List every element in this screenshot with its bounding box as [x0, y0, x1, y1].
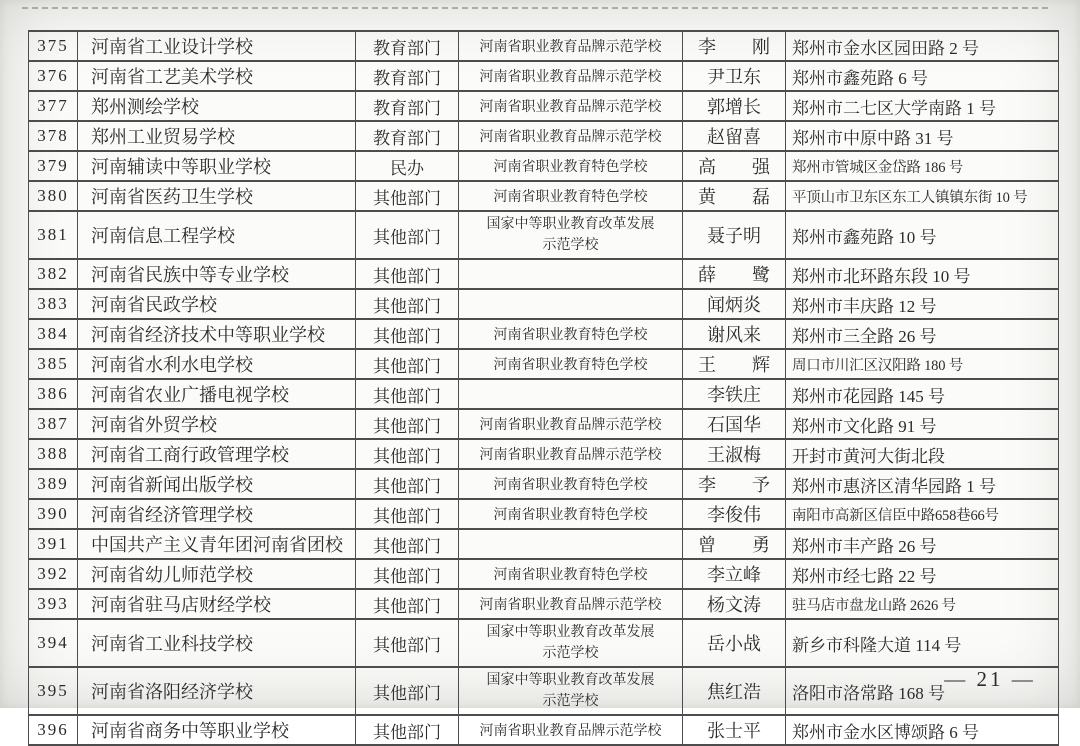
address-cell: [786, 61, 1059, 91]
address-cell: [786, 715, 1059, 745]
designation-cell-text: 河南省职业教育特色学校: [493, 508, 648, 523]
row-number-cell-text: 384: [37, 324, 69, 343]
address-cell: [786, 469, 1059, 499]
table-row: [29, 469, 1059, 499]
address-cell-text: 郑州市中原中路 31 号: [792, 128, 954, 148]
row-number-cell: [29, 61, 78, 91]
department-type-cell-text: 其他部门: [373, 722, 441, 742]
designation-cell: [459, 589, 683, 619]
designation-cell: [459, 469, 683, 499]
principal-name-cell-text: 薛 鹭: [698, 265, 770, 285]
department-type-cell: [356, 319, 459, 349]
address-cell: [786, 559, 1059, 589]
school-name-cell: [78, 439, 356, 469]
department-type-cell: [356, 499, 459, 529]
address-cell-text: 郑州市丰庆路 12 号: [792, 296, 937, 316]
principal-name-cell-text: 李 刚: [698, 37, 770, 57]
department-type-cell-text: 教育部门: [373, 128, 441, 148]
designation-cell: [459, 499, 683, 529]
principal-name-cell-text: 闻炳炎: [707, 295, 761, 315]
row-number-cell-text: 376: [37, 66, 69, 85]
principal-name-cell: [683, 151, 786, 181]
principal-name-cell-text: 岳小战: [707, 634, 761, 654]
department-type-cell: [356, 715, 459, 745]
table-row: [29, 559, 1059, 589]
school-name-cell-text: 河南省经济技术中等职业学校: [91, 325, 325, 345]
department-type-cell-text: 其他部门: [373, 446, 441, 466]
table-row: [29, 349, 1059, 379]
department-type-cell-text: 其他部门: [373, 683, 441, 703]
designation-cell: [459, 619, 683, 667]
school-name-cell: [78, 529, 356, 559]
row-number-cell-text: 395: [37, 681, 69, 700]
department-type-cell: [356, 31, 459, 61]
row-number-cell-text: 381: [37, 225, 69, 244]
principal-name-cell-text: 聂子明: [707, 226, 761, 246]
table-row: [29, 151, 1059, 181]
table-row: [29, 379, 1059, 409]
row-number-cell-text: 383: [37, 294, 69, 313]
principal-name-cell: [683, 289, 786, 319]
address-cell: [786, 121, 1059, 151]
address-cell: [786, 349, 1059, 379]
designation-cell-text: 河南省职业教育品牌示范学校: [479, 70, 662, 85]
designation-cell: [459, 379, 683, 409]
address-cell: [786, 289, 1059, 319]
department-type-cell-text: 教育部门: [373, 38, 441, 58]
row-number-cell-text: 389: [37, 474, 69, 493]
designation-cell: [459, 319, 683, 349]
principal-name-cell-text: 曾 勇: [698, 535, 770, 555]
designation-cell: [459, 715, 683, 745]
principal-name-cell: [683, 439, 786, 469]
school-name-cell-text: 河南省洛阳经济学校: [91, 682, 253, 702]
designation-cell: [459, 259, 683, 289]
row-number-cell-text: 377: [37, 96, 69, 115]
row-number-cell-text: 391: [37, 534, 69, 553]
school-table-body: [29, 31, 1059, 745]
address-cell-text: 郑州市管城区金岱路 186 号: [792, 159, 963, 176]
table-row: [29, 409, 1059, 439]
school-name-cell: [78, 181, 356, 211]
school-name-cell: [78, 469, 356, 499]
department-type-cell: [356, 379, 459, 409]
principal-name-cell: [683, 259, 786, 289]
principal-name-cell: [683, 31, 786, 61]
principal-name-cell-text: 黄 磊: [698, 187, 770, 207]
school-name-cell: [78, 31, 356, 61]
principal-name-cell: [683, 529, 786, 559]
address-cell: [786, 439, 1059, 469]
row-number-cell-text: 379: [37, 156, 69, 175]
designation-cell: [459, 349, 683, 379]
designation-cell: [459, 409, 683, 439]
row-number-cell: [29, 469, 78, 499]
row-number-cell: [29, 349, 78, 379]
address-cell-text: 郑州市金水区园田路 2 号: [792, 38, 979, 58]
department-type-cell-text: 其他部门: [373, 416, 441, 436]
school-name-cell-text: 河南省水利水电学校: [91, 355, 253, 375]
principal-name-cell: [683, 469, 786, 499]
principal-name-cell-text: 李俊伟: [707, 505, 761, 525]
school-name-cell-text: 河南信息工程学校: [91, 226, 235, 246]
principal-name-cell: [683, 667, 786, 715]
row-number-cell-text: 386: [37, 384, 69, 403]
address-cell: [786, 619, 1059, 667]
school-name-cell-text: 河南省工艺美术学校: [91, 67, 253, 87]
address-cell: [786, 529, 1059, 559]
principal-name-cell-text: 王淑梅: [707, 445, 761, 465]
address-cell: [786, 31, 1059, 61]
principal-name-cell: [683, 211, 786, 259]
principal-name-cell: [683, 91, 786, 121]
designation-cell-text: 国家中等职业教育改革发展示范学校: [486, 673, 655, 709]
department-type-cell: [356, 181, 459, 211]
department-type-cell-text: 其他部门: [373, 356, 441, 376]
department-type-cell: [356, 259, 459, 289]
table-row: [29, 439, 1059, 469]
school-name-cell: [78, 667, 356, 715]
school-name-cell: [78, 409, 356, 439]
principal-name-cell-text: 赵留喜: [707, 127, 761, 147]
designation-cell-text: 河南省职业教育品牌示范学校: [479, 40, 662, 55]
address-cell-text: 郑州市鑫苑路 6 号: [792, 68, 928, 88]
address-cell: [786, 151, 1059, 181]
table-row: [29, 529, 1059, 559]
school-name-cell: [78, 61, 356, 91]
principal-name-cell: [683, 379, 786, 409]
department-type-cell: [356, 151, 459, 181]
row-number-cell-text: 390: [37, 504, 69, 523]
department-type-cell: [356, 409, 459, 439]
designation-cell-text: 河南省职业教育特色学校: [493, 478, 648, 493]
school-name-cell: [78, 499, 356, 529]
row-number-cell-text: 388: [37, 444, 69, 463]
address-cell-text: 洛阳市洛常路 168 号: [792, 683, 945, 703]
principal-name-cell: [683, 619, 786, 667]
row-number-cell: [29, 91, 78, 121]
department-type-cell: [356, 91, 459, 121]
school-name-cell-text: 河南省工商行政管理学校: [91, 445, 289, 465]
previous-row-remnant-line: [22, 7, 1048, 9]
address-cell-text: 郑州市惠济区清华园路 1 号: [792, 476, 996, 496]
designation-cell: [459, 91, 683, 121]
table-row: [29, 91, 1059, 121]
school-name-cell: [78, 259, 356, 289]
row-number-cell: [29, 121, 78, 151]
principal-name-cell: [683, 715, 786, 745]
designation-cell: [459, 31, 683, 61]
table-row: [29, 715, 1059, 745]
designation-cell-text: 河南省职业教育品牌示范学校: [479, 448, 662, 463]
designation-cell: [459, 559, 683, 589]
department-type-cell-text: 其他部门: [373, 326, 441, 346]
school-name-cell: [78, 715, 356, 745]
principal-name-cell: [683, 559, 786, 589]
school-name-cell-text: 郑州工业贸易学校: [91, 127, 235, 147]
principal-name-cell: [683, 409, 786, 439]
row-number-cell-text: 392: [37, 564, 69, 583]
table-row: [29, 181, 1059, 211]
address-cell-text: 郑州市经七路 22 号: [792, 566, 937, 586]
designation-cell-text: 河南省职业教育品牌示范学校: [479, 598, 662, 613]
row-number-cell: [29, 181, 78, 211]
row-number-cell-text: 393: [37, 594, 69, 613]
principal-name-cell-text: 郭增长: [707, 97, 761, 117]
row-number-cell: [29, 151, 78, 181]
school-name-cell: [78, 91, 356, 121]
row-number-cell-text: 387: [37, 414, 69, 433]
row-number-cell: [29, 289, 78, 319]
department-type-cell-text: 其他部门: [373, 296, 441, 316]
row-number-cell: [29, 559, 78, 589]
designation-cell-text: 河南省职业教育品牌示范学校: [479, 724, 662, 739]
department-type-cell-text: 教育部门: [373, 68, 441, 88]
school-name-cell-text: 河南省工业设计学校: [91, 37, 253, 57]
table-row: [29, 589, 1059, 619]
address-cell-text: 郑州市三全路 26 号: [792, 326, 937, 346]
designation-cell-text: 河南省职业教育特色学校: [493, 190, 648, 205]
address-cell: [786, 589, 1059, 619]
department-type-cell-text: 其他部门: [373, 386, 441, 406]
department-type-cell: [356, 469, 459, 499]
address-cell-text: 郑州市花园路 145 号: [792, 386, 945, 406]
school-name-cell-text: 河南省经济管理学校: [91, 505, 253, 525]
school-name-cell-text: 河南省工业科技学校: [91, 634, 253, 654]
department-type-cell: [356, 559, 459, 589]
school-name-cell-text: 中国共产主义青年团河南省团校: [91, 535, 343, 555]
row-number-cell: [29, 715, 78, 745]
row-number-cell: [29, 439, 78, 469]
page-number: — 21 —: [944, 667, 1036, 691]
school-name-cell: [78, 211, 356, 259]
department-type-cell: [356, 667, 459, 715]
table-row: [29, 319, 1059, 349]
address-cell-text: 郑州市金水区博颂路 6 号: [792, 722, 979, 742]
principal-name-cell-text: 李铁庄: [707, 385, 761, 405]
row-number-cell: [29, 211, 78, 259]
principal-name-cell-text: 王 辉: [698, 355, 770, 375]
school-name-cell-text: 河南辅读中等职业学校: [91, 157, 271, 177]
table-row: [29, 619, 1059, 667]
table-row: [29, 61, 1059, 91]
school-name-cell: [78, 289, 356, 319]
principal-name-cell: [683, 349, 786, 379]
row-number-cell-text: 394: [37, 633, 69, 652]
designation-cell: [459, 181, 683, 211]
row-number-cell-text: 396: [37, 720, 69, 739]
principal-name-cell-text: 李立峰: [707, 565, 761, 585]
address-cell-text: 平顶山市卫东区东工人镇镇东街 10 号: [792, 189, 1028, 206]
department-type-cell-text: 其他部门: [373, 635, 441, 655]
principal-name-cell: [683, 61, 786, 91]
row-number-cell: [29, 31, 78, 61]
principal-name-cell-text: 张士平: [707, 721, 761, 741]
school-name-cell-text: 河南省新闻出版学校: [91, 475, 253, 495]
address-cell: [786, 211, 1059, 259]
school-name-cell-text: 河南省商务中等职业学校: [91, 721, 289, 741]
address-cell-text: 周口市川汇区汉阳路 180 号: [792, 357, 963, 374]
row-number-cell: [29, 619, 78, 667]
school-name-cell-text: 河南省医药卫生学校: [91, 187, 253, 207]
address-cell: [786, 379, 1059, 409]
department-type-cell: [356, 61, 459, 91]
department-type-cell: [356, 619, 459, 667]
designation-cell: [459, 211, 683, 259]
department-type-cell-text: 其他部门: [373, 536, 441, 556]
department-type-cell-text: 民办: [390, 158, 424, 178]
row-number-cell-text: 382: [37, 264, 69, 283]
principal-name-cell-text: 杨文涛: [707, 595, 761, 615]
department-type-cell-text: 其他部门: [373, 596, 441, 616]
row-number-cell-text: 375: [37, 36, 69, 55]
principal-name-cell: [683, 319, 786, 349]
schools-table: [28, 30, 1059, 746]
principal-name-cell-text: 石国华: [707, 415, 761, 435]
designation-cell-text: 河南省职业教育特色学校: [493, 160, 648, 175]
school-name-cell: [78, 559, 356, 589]
school-name-cell-text: 河南省幼儿师范学校: [91, 565, 253, 585]
table-row: [29, 259, 1059, 289]
school-name-cell: [78, 619, 356, 667]
department-type-cell-text: 其他部门: [373, 227, 441, 247]
school-name-cell-text: 河南省民族中等专业学校: [91, 265, 289, 285]
school-name-cell-text: 河南省民政学校: [91, 295, 217, 315]
department-type-cell-text: 其他部门: [373, 266, 441, 286]
school-name-cell: [78, 121, 356, 151]
address-cell-text: 驻马店市盘龙山路 2626 号: [792, 597, 956, 614]
address-cell: [786, 181, 1059, 211]
designation-cell-text: 国家中等职业教育改革发展示范学校: [486, 217, 655, 253]
row-number-cell-text: 378: [37, 126, 69, 145]
department-type-cell: [356, 349, 459, 379]
designation-cell: [459, 151, 683, 181]
principal-name-cell-text: 谢风来: [707, 325, 761, 345]
school-name-cell-text: 河南省外贸学校: [91, 415, 217, 435]
address-cell: [786, 91, 1059, 121]
department-type-cell: [356, 121, 459, 151]
designation-cell-text: 河南省职业教育品牌示范学校: [479, 130, 662, 145]
principal-name-cell-text: 尹卫东: [707, 67, 761, 87]
designation-cell: [459, 289, 683, 319]
designation-cell: [459, 439, 683, 469]
designation-cell: [459, 529, 683, 559]
designation-cell: [459, 667, 683, 715]
address-cell-text: 新乡市科隆大道 114 号: [792, 635, 962, 655]
school-name-cell: [78, 319, 356, 349]
principal-name-cell: [683, 589, 786, 619]
address-cell: [786, 409, 1059, 439]
table-row: [29, 121, 1059, 151]
department-type-cell: [356, 589, 459, 619]
row-number-cell: [29, 259, 78, 289]
designation-cell-text: 河南省职业教育特色学校: [493, 358, 648, 373]
department-type-cell-text: 其他部门: [373, 506, 441, 526]
row-number-cell: [29, 319, 78, 349]
principal-name-cell: [683, 499, 786, 529]
address-cell-text: 郑州市丰产路 26 号: [792, 536, 937, 556]
table-row: [29, 31, 1059, 61]
school-name-cell-text: 河南省驻马店财经学校: [91, 595, 271, 615]
designation-cell-text: 国家中等职业教育改革发展示范学校: [486, 625, 655, 661]
table-row: [29, 667, 1059, 715]
designation-cell-text: 河南省职业教育品牌示范学校: [479, 100, 662, 115]
row-number-cell: [29, 409, 78, 439]
department-type-cell-text: 其他部门: [373, 188, 441, 208]
school-name-cell-text: 河南省农业广播电视学校: [91, 385, 289, 405]
table-row: [29, 289, 1059, 319]
address-cell-text: 郑州市文化路 91 号: [792, 416, 937, 436]
address-cell-text: 郑州市北环路东段 10 号: [792, 266, 971, 286]
row-number-cell: [29, 499, 78, 529]
department-type-cell-text: 教育部门: [373, 98, 441, 118]
principal-name-cell-text: 高 强: [698, 157, 770, 177]
row-number-cell-text: 385: [37, 354, 69, 373]
address-cell: [786, 499, 1059, 529]
school-name-cell-text: 郑州测绘学校: [91, 97, 199, 117]
school-name-cell: [78, 589, 356, 619]
row-number-cell: [29, 379, 78, 409]
address-cell-text: 郑州市二七区大学南路 1 号: [792, 98, 996, 118]
address-cell-text: 南阳市高新区信臣中路658巷66号: [792, 507, 999, 524]
school-name-cell: [78, 349, 356, 379]
row-number-cell: [29, 667, 78, 715]
principal-name-cell: [683, 181, 786, 211]
principal-name-cell-text: 李 予: [698, 475, 770, 495]
designation-cell: [459, 61, 683, 91]
designation-cell-text: 河南省职业教育品牌示范学校: [479, 418, 662, 433]
department-type-cell-text: 其他部门: [373, 566, 441, 586]
address-cell-text: 开封市黄河大街北段: [792, 446, 945, 466]
table-row: [29, 211, 1059, 259]
department-type-cell: [356, 439, 459, 469]
department-type-cell: [356, 529, 459, 559]
department-type-cell: [356, 289, 459, 319]
department-type-cell-text: 其他部门: [373, 476, 441, 496]
address-cell: [786, 319, 1059, 349]
school-name-cell: [78, 151, 356, 181]
address-cell-text: 郑州市鑫苑路 10 号: [792, 227, 937, 247]
table-row: [29, 499, 1059, 529]
row-number-cell: [29, 589, 78, 619]
address-cell: [786, 259, 1059, 289]
designation-cell: [459, 121, 683, 151]
row-number-cell-text: 380: [37, 186, 69, 205]
school-name-cell: [78, 379, 356, 409]
designation-cell-text: 河南省职业教育特色学校: [493, 568, 648, 583]
principal-name-cell-text: 焦红浩: [707, 682, 761, 702]
designation-cell-text: 河南省职业教育特色学校: [493, 328, 648, 343]
department-type-cell: [356, 211, 459, 259]
row-number-cell: [29, 529, 78, 559]
principal-name-cell: [683, 121, 786, 151]
